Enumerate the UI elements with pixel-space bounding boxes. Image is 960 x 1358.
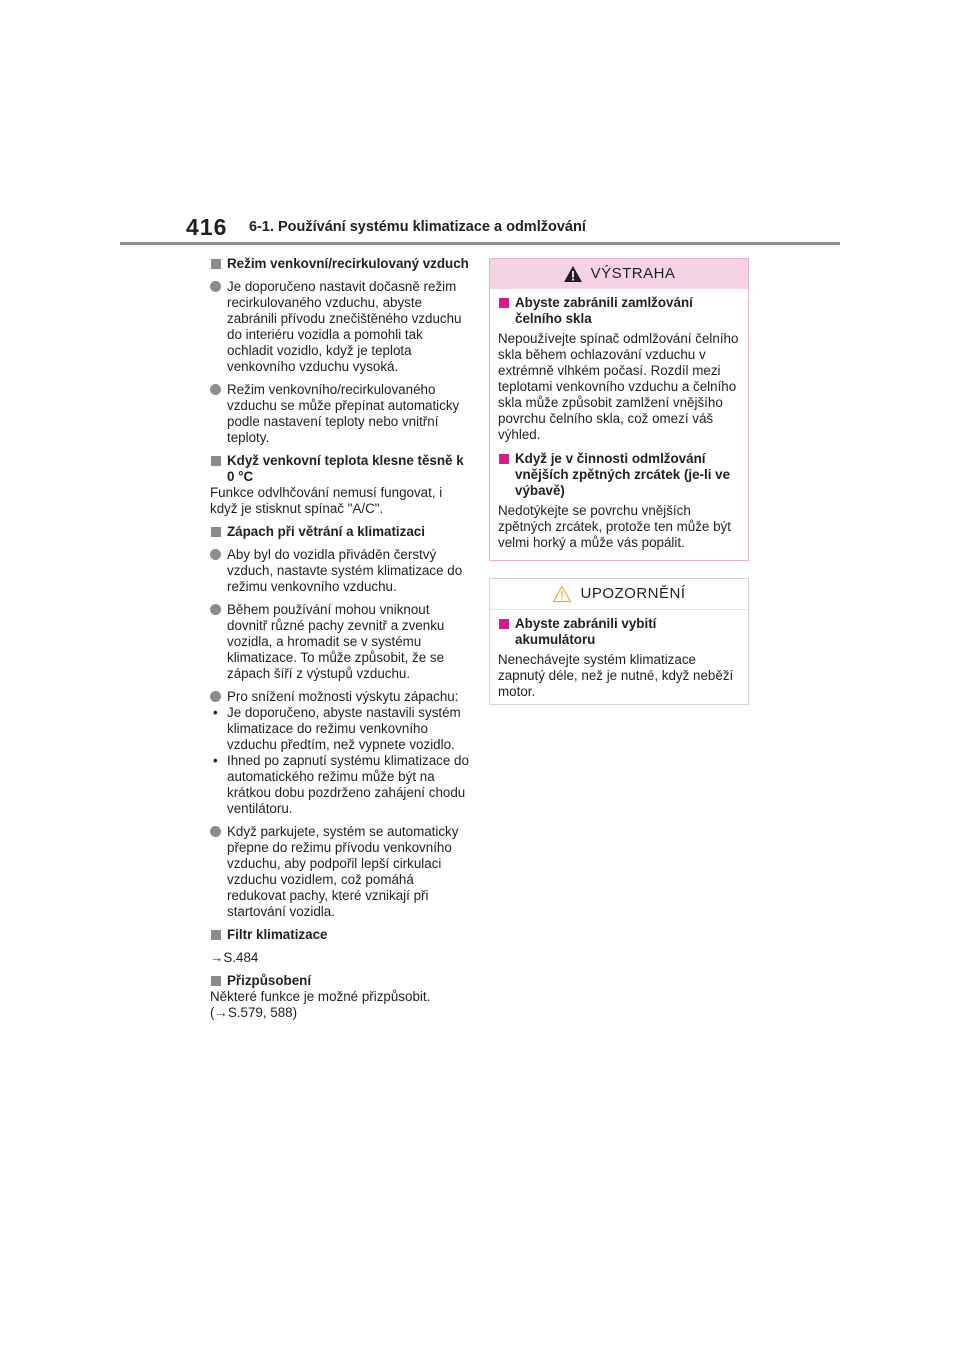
header-divider <box>120 242 840 245</box>
list-item: Během používání mohou vniknout dovnitř různé pachy zevnitř a zvenku vozidla, a hromadit se v systému klimatizace. To může způsobit, že se zápach šíří z výstupů vzduchu. <box>210 602 470 682</box>
section-text: Nedotýkejte se povrchu vnějších zpětných zrcátek, protože ten může být velmi horký a může vás popálit. <box>498 503 731 550</box>
square-bullet-icon <box>211 976 221 986</box>
sub-list-item: • Je doporučeno, abyste nastavili systém klimatizace do režimu venkovního vzduchu předtím, než vypnete vozidlo. <box>213 705 461 752</box>
square-bullet-icon <box>499 454 509 464</box>
section-air-mode <box>210 256 470 272</box>
section-heading: Abyste zabránili zamlžování čelního skla <box>498 295 740 327</box>
list-item: Pro snížení možnosti výskytu zápachu: <box>210 689 470 705</box>
section-text: Funkce odvlhčování nemusí fungovat, i když je stisknut spínač "A/C". <box>210 485 443 516</box>
notice-box-body <box>490 610 748 700</box>
square-bullet-icon <box>211 259 221 269</box>
round-bullet-icon <box>210 826 221 837</box>
section-text: Některé funkce je možné přizpůsobit. (→S.579, 588) <box>210 989 431 1020</box>
list-item: Aby byl do vozidla přiváděn čerstvý vzduch, nastavte systém klimatizace do režimu venkovního vzduchu. <box>210 547 470 595</box>
notice-title: UPOZORNĚNÍ <box>580 585 686 602</box>
section-customization <box>210 973 470 1021</box>
round-bullet-icon <box>210 281 221 292</box>
notice-box-header <box>490 579 748 610</box>
round-bullet-icon <box>210 691 221 702</box>
square-bullet-icon <box>499 619 509 629</box>
section-heading: Když venkovní teplota klesne těsně k 0 °C <box>210 453 470 485</box>
square-bullet-icon <box>499 298 509 308</box>
section-low-temperature <box>210 453 470 517</box>
section-text: Nepoužívejte spínač odmlžování čelního skla během ochlazování vzduchu v extrémně vlhkém počasí. Rozdíl mezi teplotami venkovního vzduchu a čelního skla může způsobit zamlžení vnějšího povrchu čelního skla, což omezí váš výhled. <box>498 331 739 442</box>
section-odor <box>210 524 470 540</box>
round-bullet-icon <box>210 604 221 615</box>
section-heading: Filtr klimatizace <box>210 927 470 943</box>
main-column <box>210 256 470 1028</box>
square-bullet-icon <box>211 527 221 537</box>
section-heading: Abyste zabránili vybití akumulátoru <box>498 616 740 648</box>
warning-box <box>489 258 749 561</box>
notice-box <box>489 578 749 705</box>
warning-box-header <box>490 259 748 289</box>
page-number: 416 <box>186 214 228 240</box>
list-item: Je doporučeno nastavit dočasně režim recirkulovaného vzduchu, abyste zabránili přívodu znečištěného vzduchu do interiéru vozidla a pomohli tak ochladit vozidlo, když je teplota venkovního vzduchu vysoká. <box>210 279 470 375</box>
list-item: Režim venkovního/recirkulovaného vzduchu se může přepínat automaticky podle nastavení teploty nebo vnitřní teploty. <box>210 382 470 446</box>
list-item: Když parkujete, systém se automaticky přepne do režimu přívodu venkovního vzduchu, aby podpořil lepší cirkulaci vzduchu vozidlem, což pomáhá redukovat pachy, které vznikají při startování vozidla. <box>210 824 470 920</box>
page-reference-link[interactable]: →S.484 <box>210 950 259 965</box>
square-bullet-icon <box>211 456 221 466</box>
section-heading: Zápach při větrání a klimatizaci <box>210 524 470 540</box>
sub-list-item: • Ihned po zapnutí systému klimatizace do automatického režimu může být na krátkou dobu pozdrženo zahájení chodu ventilátoru. <box>213 753 469 816</box>
chapter-title: 6-1. Používání systému klimatizace a odmlžování <box>249 219 586 235</box>
warning-title: VÝSTRAHA <box>590 265 676 282</box>
small-dot-icon: • <box>213 705 218 720</box>
caution-triangle-icon <box>552 585 572 603</box>
small-dot-icon: • <box>213 753 218 768</box>
page-header <box>0 0 960 250</box>
list-item-group <box>210 689 470 817</box>
section-filter <box>210 927 470 943</box>
round-bullet-icon <box>210 549 221 560</box>
warning-box-body <box>490 289 748 551</box>
round-bullet-icon <box>210 384 221 395</box>
section-text: Nenechávejte systém klimatizace zapnutý déle, než je nutné, když neběží motor. <box>498 652 734 699</box>
section-heading: Režim venkovní/recirkulovaný vzduch <box>210 256 470 272</box>
section-heading: Když je v činnosti odmlžování vnějších zpětných zrcátek (je-li ve výbavě) <box>498 451 740 499</box>
square-bullet-icon <box>211 930 221 940</box>
warning-triangle-icon <box>563 265 583 283</box>
section-heading: Přizpůsobení <box>210 973 470 989</box>
